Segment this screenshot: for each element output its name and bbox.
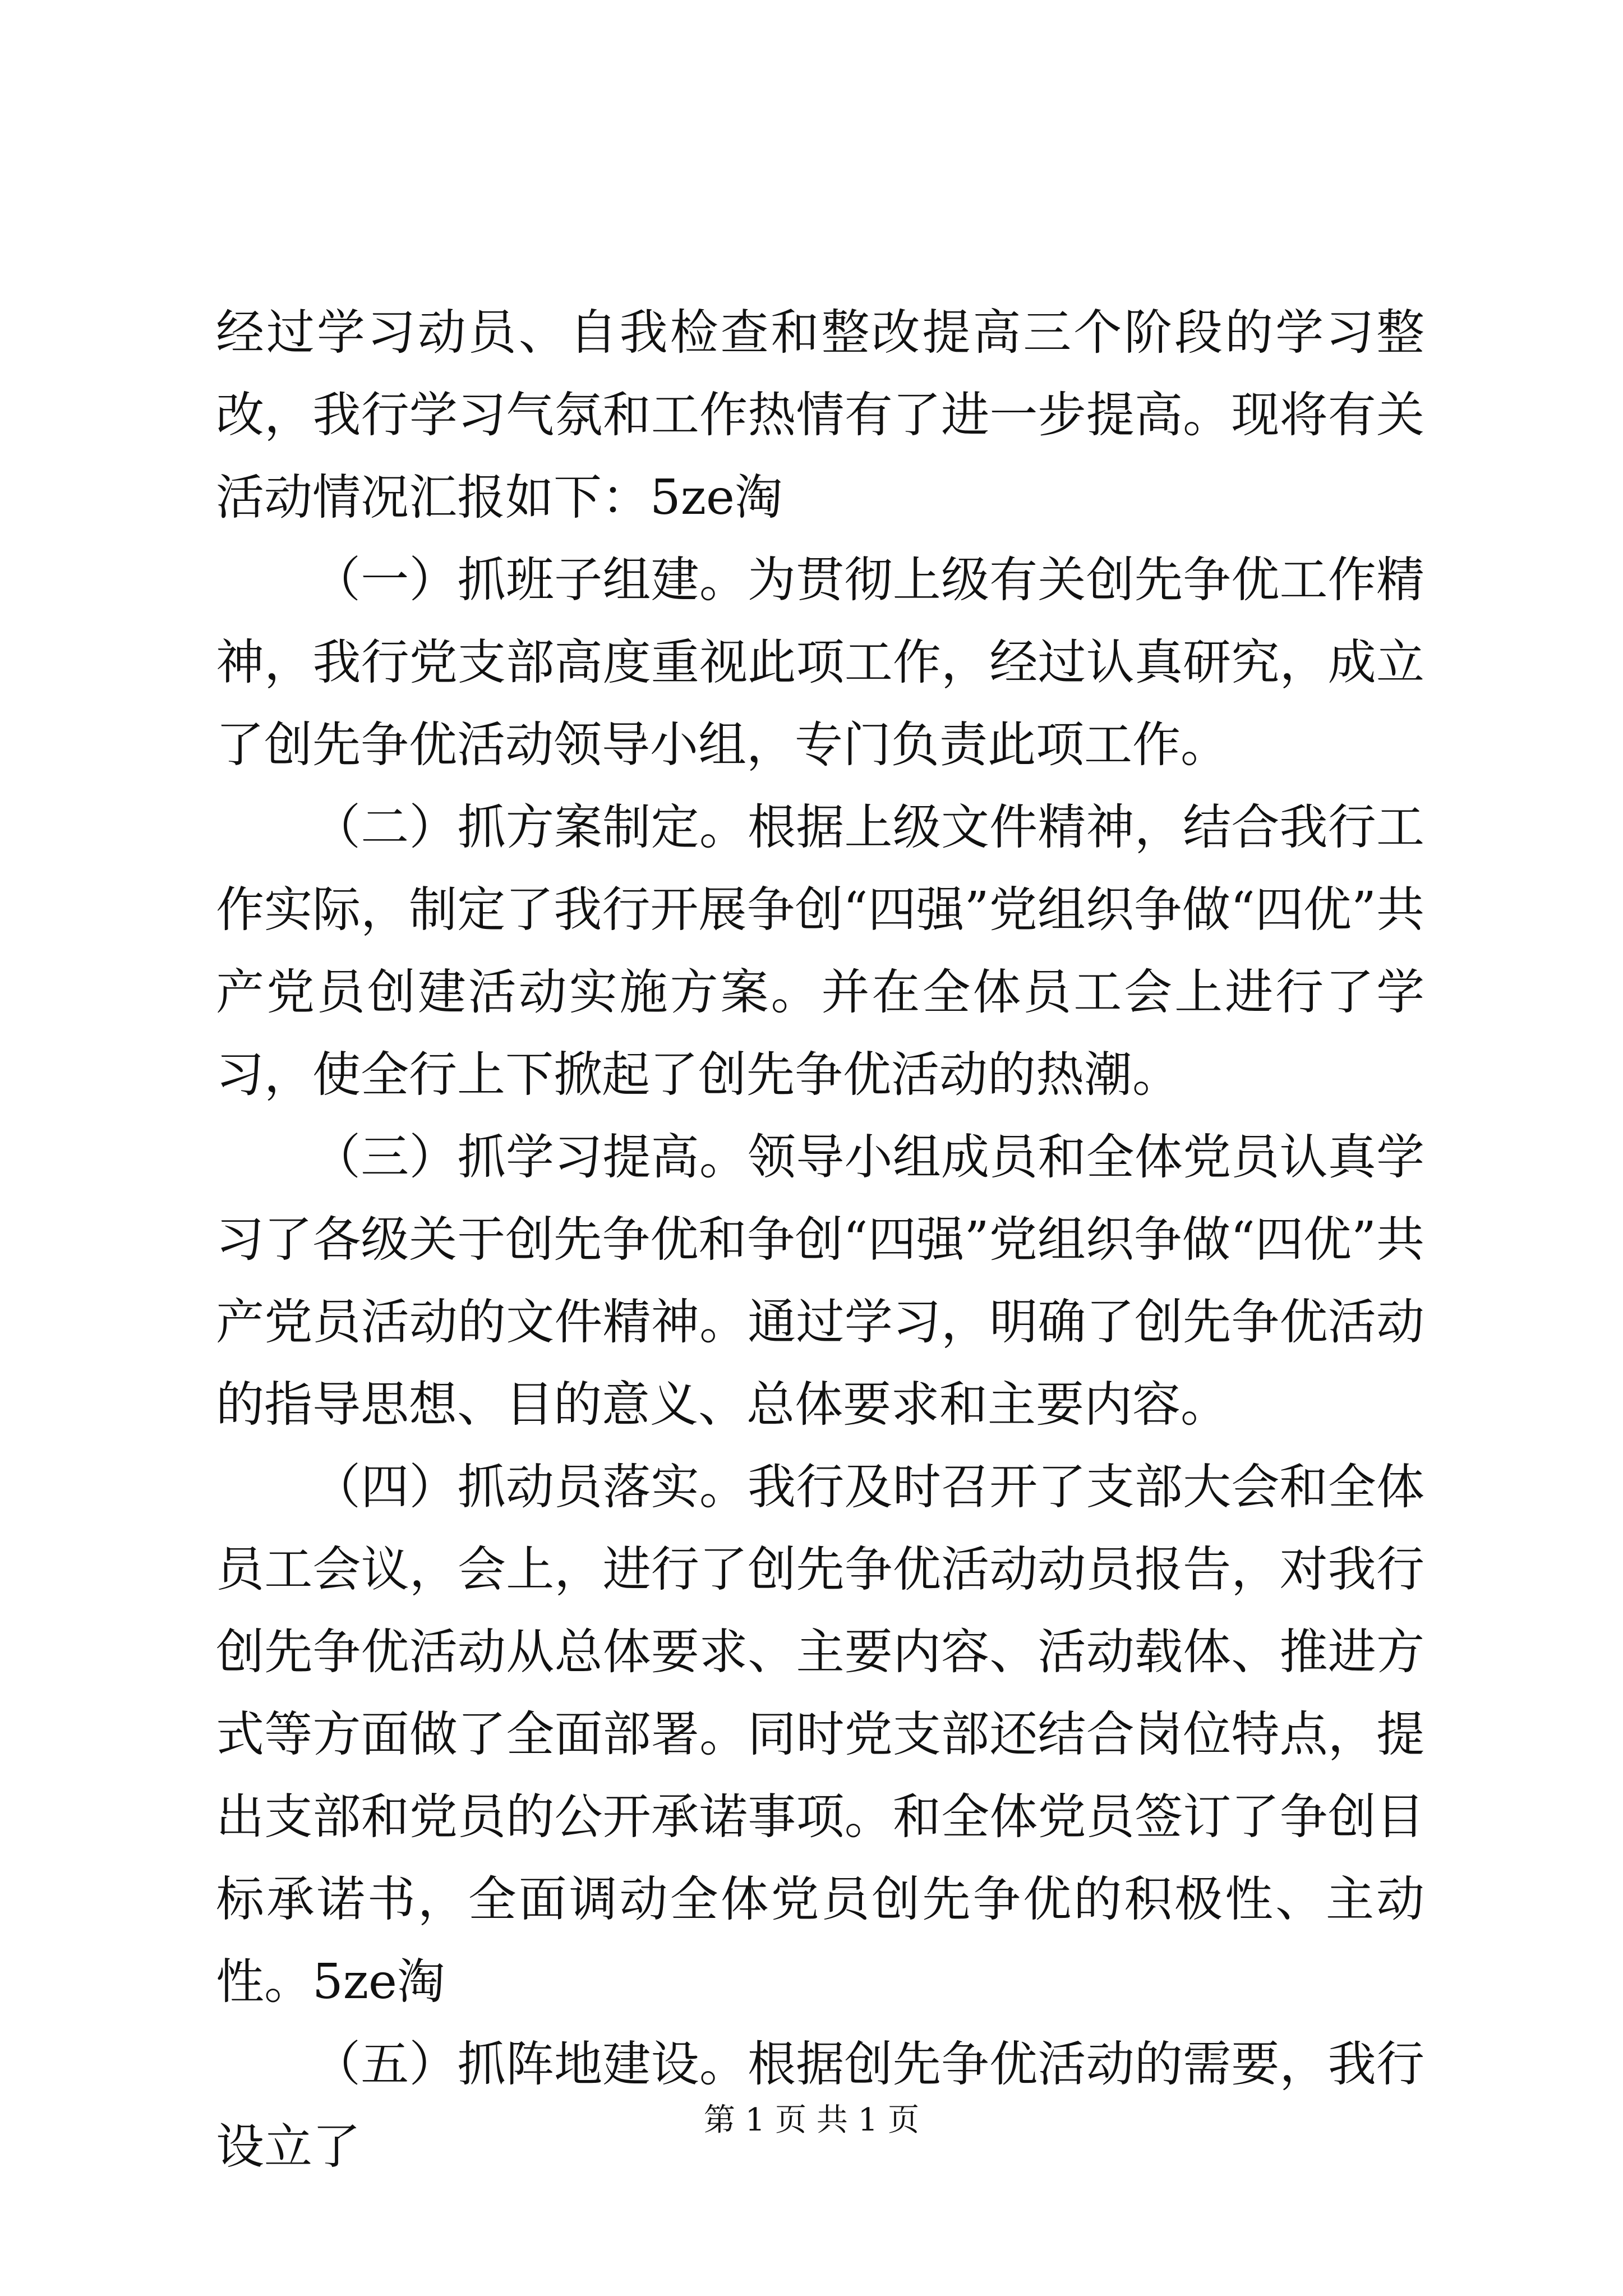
paragraph-section-1: （一）抓班子组建。为贯彻上级有关创先争优工作精神，我行党支部高度重视此项工作，经过认真研究，成立了创先争优活动领导小组，专门负责此项工作。 (216, 552, 1424, 773)
paragraph-section-5: （五）抓阵地建设。根据创先争优活动的需要，我行设立了 (216, 2036, 1424, 2175)
paragraph-section-3: （三）抓学习提高。领导小组成员和全体党员认真学习了各级关于创先争优和争创“四强”党组织争做“四优”共产党员活动的文件精神。通过学习，明确了创先争优活动的指导思想、目的意义、总体要求和主要内容。 (216, 1129, 1424, 1433)
paragraph-intro: 经过学习动员、自我检查和整改提高三个阶段的学习整改，我行学习气氛和工作热情有了进一步提高。现将有关活动情况汇报如下：5ze淘 (216, 305, 1424, 526)
document-body (216, 292, 1424, 2188)
paragraph-section-4: （四）抓动员落实。我行及时召开了支部大会和全体员工会议，会上，进行了创先争优活动动员报告，对我行创先争优活动从总体要求、主要内容、活动载体、推进方式等方面做了全面部署。同时党支部还结合岗位特点，提出支部和党员的公开承诺事项。和全体党员签订了争创目标承诺书，全面调动全体党员创先争优的积极性、主动性。5ze淘 (216, 1459, 1424, 2010)
paragraph-section-2: （二）抓方案制定。根据上级文件精神，结合我行工作实际，制定了我行开展争创“四强”党组织争做“四优”共产党员创建活动实施方案。并在全体员工会上进行了学习，使全行上下掀起了创先争优活动的热潮。 (216, 799, 1424, 1103)
page-footer: 第 1 页 共 1 页 (703, 2102, 920, 2138)
